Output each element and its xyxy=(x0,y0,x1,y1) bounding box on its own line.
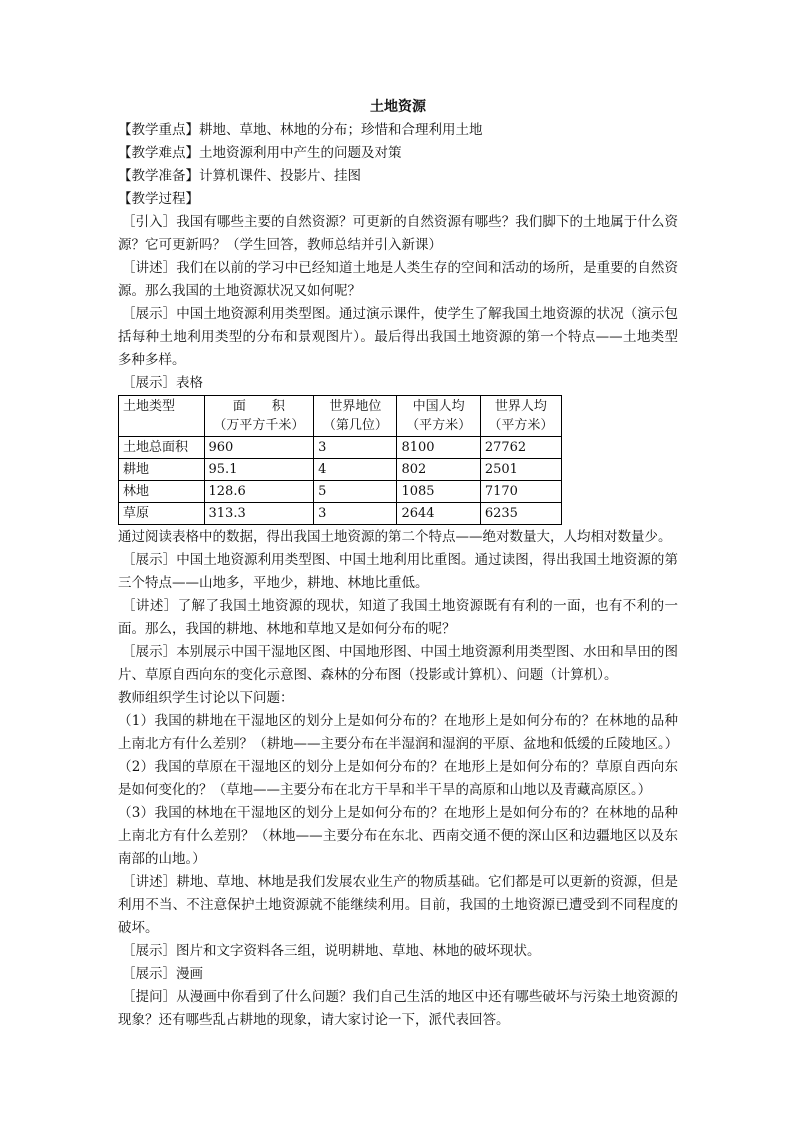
header-line: 面 积 xyxy=(232,399,285,414)
table-cell: 6235 xyxy=(480,503,561,525)
paragraph-question-2: （2）我国的草原在干湿地区的划分上是如何分布的？在地形上是如何分布的？草原自西向东是如何变化的？（草地——主要分布在北方干旱和半干旱的高原和山地以及青藏高原区。） xyxy=(118,759,678,798)
paragraph-question-1: （1）我国的耕地在干湿地区的划分上是如何分布的？在地形上是如何分布的？在林地的品种上南北方有什么差别？（耕地——主要分布在半湿润和湿润的平原、盆地和低缓的丘陵地区。） xyxy=(118,713,679,752)
table-cell: 草原 xyxy=(119,503,205,525)
paragraph-display-4: ［展示］图片和文字资料各三组，说明耕地、草地、林地的破坏现状。 xyxy=(122,943,541,959)
paragraph-discussion-intro: 教师组织学生讨论以下问题： xyxy=(118,690,294,706)
table-header-cell xyxy=(119,396,205,437)
paragraph-narration-2: ［讲述］了解了我国土地资源的现状，知道了我国土地资源既有有利的一面，也有不利的一面。那么，我国的耕地、林地和草地又是如何分布的呢？ xyxy=(118,598,678,637)
table-cell: 林地 xyxy=(119,481,205,503)
table-row xyxy=(119,437,562,459)
table-cell: 128.6 xyxy=(204,481,314,503)
table-header-cell xyxy=(314,396,397,437)
table-cell: 耕地 xyxy=(119,459,205,481)
header-subline: （第几位） xyxy=(322,418,388,433)
paragraph-display-3: ［展示］本别展示中国干湿地区图、中国地形图、中国土地资源利用类型图、水田和旱田的图片、草原自西向东的变化示意图、森林的分布图（投影或计算机）、问题（计算机）。 xyxy=(118,644,678,683)
table-header-cell xyxy=(204,396,314,437)
table-cell: 2501 xyxy=(480,459,561,481)
table-cell: 313.3 xyxy=(204,503,314,525)
header-line: 世界人均 xyxy=(494,399,547,414)
land-resource-table xyxy=(118,395,562,525)
paragraph-intro: ［引入］我国有哪些主要的自然资源？可更新的自然资源有哪些？我们脚下的土地属于什么资源？它可更新吗？（学生回答，教师总结并引入新课） xyxy=(118,214,678,253)
teaching-difficulty: 【教学难点】土地资源利用中产生的问题及对策 xyxy=(118,145,402,161)
table-cell: 土地总面积 xyxy=(119,437,205,459)
table-row xyxy=(119,503,562,525)
paragraph-display-5: ［展示］漫画 xyxy=(122,966,203,982)
header-subline: （万平方千米） xyxy=(213,418,305,433)
paragraph-display-2: ［展示］中国土地资源利用类型图、中国土地利用比重图。通过读图，得出我国土地资源的第三个特点——山地多，平地少，耕地、林地比重低。 xyxy=(118,552,678,591)
header-line: 世界地位 xyxy=(329,399,382,414)
table-row xyxy=(119,459,562,481)
paragraph-question-3: （3）我国的林地在干湿地区的划分上是如何分布的？在地形上是如何分布的？在林地的品种上南北方有什么差别？（林地——主要分布在东北、西南交通不便的深山区和边疆地区以及东南部的山地。） xyxy=(118,805,678,867)
document-body xyxy=(118,96,678,1032)
paragraph-narration-1: ［讲述］我们在以前的学习中已经知道土地是人类生存的空间和活动的场所，是重要的自然资源。那么我国的土地资源状况又如何呢？ xyxy=(118,260,678,299)
table-cell: 802 xyxy=(397,459,480,481)
table-cell: 1085 xyxy=(397,481,480,503)
table-cell: 27762 xyxy=(480,437,561,459)
teaching-process-heading: 【教学过程】 xyxy=(118,191,199,207)
table-cell: 8100 xyxy=(397,437,480,459)
table-header-cell xyxy=(397,396,480,437)
table-cell: 2644 xyxy=(397,503,480,525)
table-cell: 4 xyxy=(314,459,397,481)
teaching-preparation: 【教学准备】计算机课件、投影片、挂图 xyxy=(118,168,361,184)
teaching-focus: 【教学重点】耕地、草地、林地的分布；珍惜和合理利用土地 xyxy=(118,122,483,138)
paragraph-narration-3: ［讲述］耕地、草地、林地是我们发展农业生产的物质基础。它们都是可以更新的资源，但是利用不当、不注意保护土地资源就不能继续利用。目前，我国的土地资源已遭受到不同程度的破坏。 xyxy=(118,874,678,936)
header-line: 中国人均 xyxy=(412,399,465,414)
table-cell: 7170 xyxy=(480,481,561,503)
table-cell: 5 xyxy=(314,481,397,503)
table-header-row xyxy=(119,396,562,437)
page-title: 土地资源 xyxy=(370,99,426,115)
table-row xyxy=(119,481,562,503)
table-cell: 95.1 xyxy=(204,459,314,481)
paragraph-display-table: ［展示］表格 xyxy=(122,375,203,391)
paragraph-table-conclusion: 通过阅读表格中的数据，得出我国土地资源的第二个特点——绝对数量大，人均相对数量少。 xyxy=(118,529,672,545)
header-subline: （平方米） xyxy=(406,418,472,433)
header-line: 土地类型 xyxy=(123,399,176,414)
paragraph-question-final: ［提问］从漫画中你看到了什么问题？我们自己生活的地区中还有哪些破坏与污染土地资源的现象？还有哪些乱占耕地的现象，请大家讨论一下，派代表回答。 xyxy=(118,989,678,1028)
paragraph-display-1: ［展示］中国土地资源利用类型图。通过演示课件，使学生了解我国土地资源的状况（演示包括每种土地利用类型的分布和景观图片）。最后得出我国土地资源的第一个特点——土地类型多种多样。 xyxy=(118,306,678,368)
table-cell: 3 xyxy=(314,437,397,459)
table-header-cell xyxy=(480,396,561,437)
header-subline: （平方米） xyxy=(488,418,554,433)
table-cell: 3 xyxy=(314,503,397,525)
table-cell: 960 xyxy=(204,437,314,459)
